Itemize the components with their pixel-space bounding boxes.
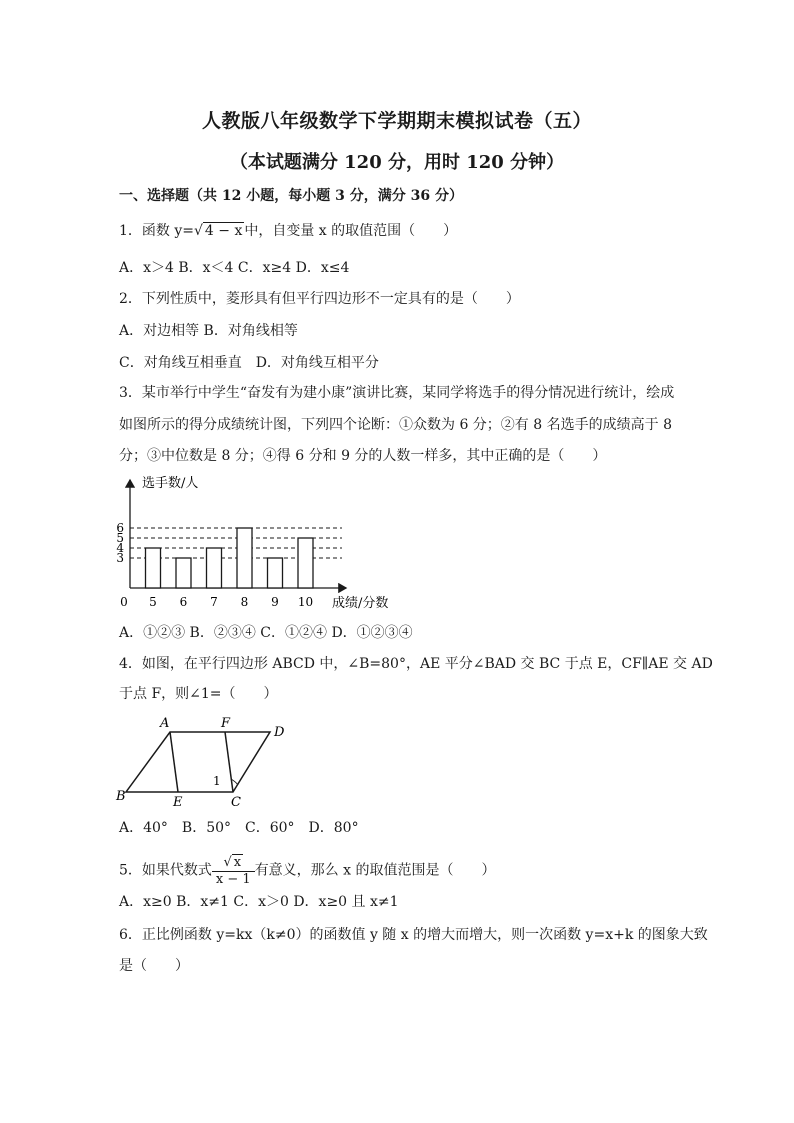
bar-6 — [176, 558, 191, 588]
x-tick-label: 9 — [271, 595, 279, 609]
bar-9 — [268, 558, 283, 588]
question-2-stem: 2．下列性质中，菱形具有但平行四边形不一定具有的是（ ） — [119, 291, 520, 307]
y-tick-label: 5 — [116, 531, 124, 545]
x-tick-label: 8 — [240, 595, 249, 609]
question-3-line-2: 如图所示的得分成绩统计图，下列四个论断：①众数为 6 分；②有 8 名选手的成绩高于 8 — [119, 417, 672, 433]
question-2-options-ab: A．对边相等 B．对角线相等 — [119, 323, 298, 339]
question-5-options: A．x≥0 B．x≠1 C．x＞0 D．x≥0 且 x≠1 — [119, 894, 399, 910]
q1-prefix: 1．函数 y= — [119, 223, 194, 239]
x-tick-label: 10 — [297, 595, 314, 609]
exam-subtitle: （本试题满分 120 分，用时 120 分钟） — [229, 152, 565, 173]
q5-fraction — [212, 854, 255, 887]
question-6-line-2: 是（ ） — [119, 958, 189, 974]
question-2-options-cd: C．对角线互相垂直 D．对角线互相平分 — [119, 355, 379, 371]
bar-7 — [207, 548, 222, 588]
segment-cf — [225, 732, 233, 792]
segment-ae — [170, 732, 178, 792]
q5-numerator — [212, 854, 255, 871]
origin-label: 0 — [120, 595, 128, 609]
question-1-options: A．x＞4 B．x＜4 C．x≥4 D．x≤4 — [119, 260, 350, 276]
question-6-line-1: 6．正比例函数 y=kx（k≠0）的函数值 y 随 x 的增大而增大，则一次函数 y=x+k 的图象大致 — [119, 927, 708, 943]
parallelogram-figure — [112, 712, 302, 812]
x-tick-label: 6 — [179, 595, 188, 609]
score-bar-chart — [110, 472, 410, 618]
question-4-options: A．40° B．50° C．60° D．80° — [119, 820, 359, 836]
question-1-stem — [119, 221, 457, 241]
q5-suffix: 有意义，那么 x 的取值范围是（ ） — [254, 862, 496, 879]
y-axis-label: 选手数/人 — [142, 476, 199, 491]
vertex-label-f: F — [221, 716, 231, 731]
vertex-label-e: E — [173, 795, 183, 810]
vertex-label-d: D — [274, 725, 285, 740]
vertex-label-b: B — [116, 789, 126, 804]
y-tick-label: 3 — [116, 551, 124, 565]
exam-title: 人教版八年级数学下学期期末模拟试卷（五） — [201, 110, 592, 132]
bar-5 — [146, 548, 161, 588]
section-heading: 一、选择题（共 12 小题，每小题 3 分，满分 36 分） — [119, 188, 463, 204]
x-axis-label: 成绩/分数 — [332, 596, 389, 611]
q5-denominator: x − 1 — [212, 871, 255, 887]
x-tick-label: 7 — [210, 595, 218, 609]
bar-10 — [298, 538, 313, 588]
sqrt-sign: √ — [194, 223, 203, 239]
question-3-line-1: 3．某市举行中学生“奋发有为建小康”演讲比赛，某同学将选手的得分情况进行统计，绘成 — [119, 385, 675, 401]
x-tick-label: 5 — [149, 595, 157, 609]
y-tick-label: 6 — [116, 521, 124, 535]
bar-8 — [237, 528, 252, 588]
q5-radicand: x — [233, 855, 242, 870]
q5-prefix: 5．如果代数式 — [119, 862, 212, 879]
vertex-label-c: C — [231, 795, 241, 810]
question-3-line-3: 分；③中位数是 8 分；④得 6 分和 9 分的人数一样多，其中正确的是（ ） — [119, 448, 607, 464]
y-tick-label: 4 — [116, 541, 124, 555]
q1-suffix: 中，自变量 x 的取值范围（ ） — [244, 223, 458, 239]
question-3-options: A．①②③ B．②③④ C．①②④ D．①②③④ — [119, 625, 413, 641]
vertex-label-a: A — [160, 716, 170, 731]
sqrt-sign: √ — [223, 855, 232, 870]
question-5-stem — [119, 854, 495, 887]
q1-radicand: 4 − x — [204, 223, 243, 239]
question-4-line-2: 于点 F，则∠1=（ ） — [119, 686, 278, 702]
parallelogram-abcd — [126, 732, 270, 792]
angle-1-label: 1 — [213, 774, 221, 788]
question-4-line-1: 4．如图，在平行四边形 ABCD 中，∠B=80°，AE 平分∠BAD 交 BC 于点 E，CF∥AE 交 AD — [119, 656, 713, 672]
